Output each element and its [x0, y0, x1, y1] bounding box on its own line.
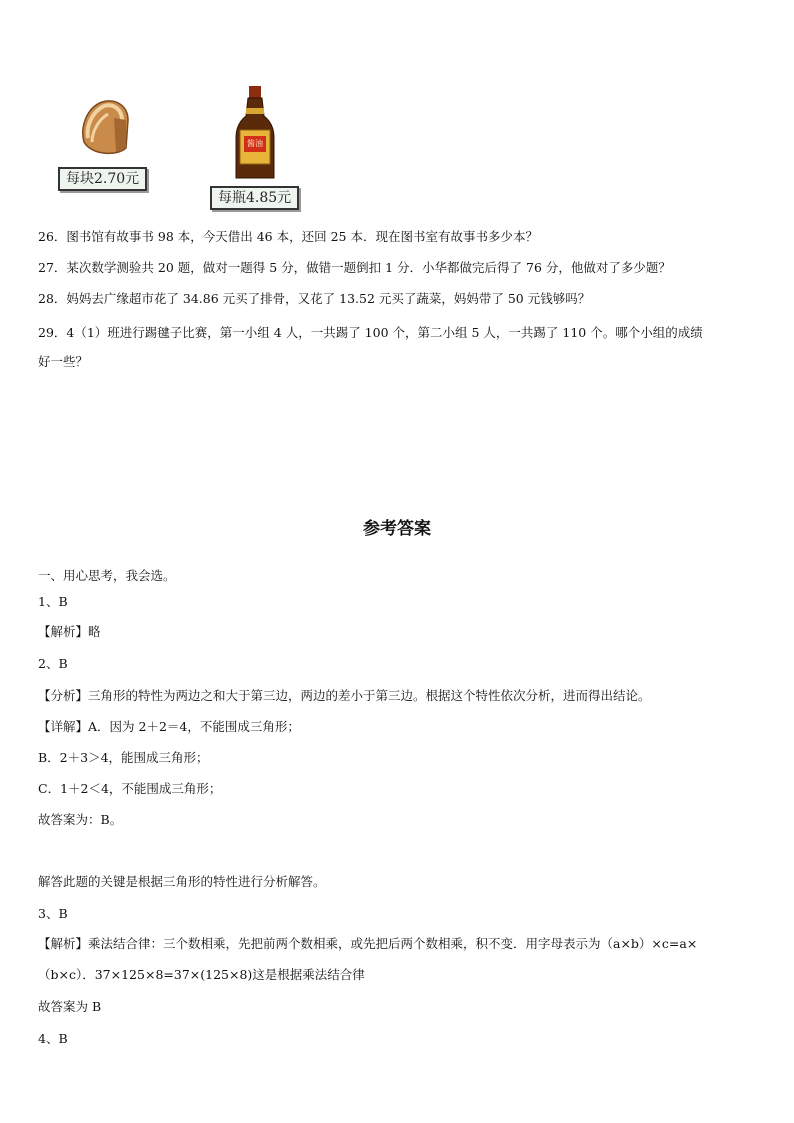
answer-3: 3、B	[38, 906, 68, 921]
bottle-price-label: 每瓶4.85元	[210, 186, 299, 210]
answer-2: 2、B	[38, 656, 68, 671]
answer-2-detail-c: C．1＋2＜4，不能围成三角形；	[38, 781, 222, 796]
answer-2-analysis: 【分析】三角形的特性为两边之和大于第三边，两边的差小于第三边。根据这个特性依次分析，进而得出结论。	[38, 688, 651, 703]
soy-sauce-bottle-image	[234, 86, 276, 182]
question-29-continued: 好一些？	[38, 354, 89, 369]
bread-price-label: 每块2.70元	[58, 167, 147, 191]
answer-1: 1、B	[38, 594, 68, 609]
answers-title: 参考答案	[363, 519, 431, 539]
answer-1-analysis: 【解析】略	[38, 624, 101, 639]
question-28: 28．妈妈去广缘超市花了 34.86 元买了排骨，又花了 13.52 元买了蔬菜，妈妈带了 50 元钱够吗？	[38, 291, 591, 306]
answer-2-note: 解答此题的关键是根据三角形的特性进行分析解答。	[38, 874, 326, 889]
answer-2-detail-b: B．2＋3＞4，能围成三角形；	[38, 750, 209, 765]
question-27: 27．某次数学测验共 20 题，做对一题得 5 分，做错一题倒扣 1 分．小华都做完后得了 76 分，他做对了多少题？	[38, 260, 671, 275]
answer-3-analysis: 【解析】乘法结合律：三个数相乘，先把前两个数相乘，或先把后两个数相乘，积不变．用字母表示为（a×b）×c=a×	[38, 936, 698, 951]
answer-3-conclusion: 故答案为 B	[38, 999, 102, 1014]
question-29: 29．4（1）班进行踢毽子比赛，第一小组 4 人，一共踢了 100 个，第二小组 5 人，一共踢了 110 个。哪个小组的成绩	[38, 325, 703, 340]
answer-4: 4、B	[38, 1031, 68, 1046]
answer-3-analysis-continued: （b×c）．37×125×8=37×(125×8)这是根据乘法结合律	[38, 967, 365, 982]
answer-2-detail-a: 【详解】A．因为 2＋2＝4，不能围成三角形；	[38, 719, 300, 734]
question-26: 26．图书馆有故事书 98 本，今天借出 46 本，还回 25 本．现在图书室有故事书多少本？	[38, 229, 538, 244]
bottle-label-text: 酱油	[247, 139, 263, 148]
bread-image	[78, 98, 132, 156]
answers-section-heading: 一、用心思考，我会选。	[38, 568, 176, 583]
answer-2-conclusion: 故答案为：B。	[38, 812, 123, 827]
